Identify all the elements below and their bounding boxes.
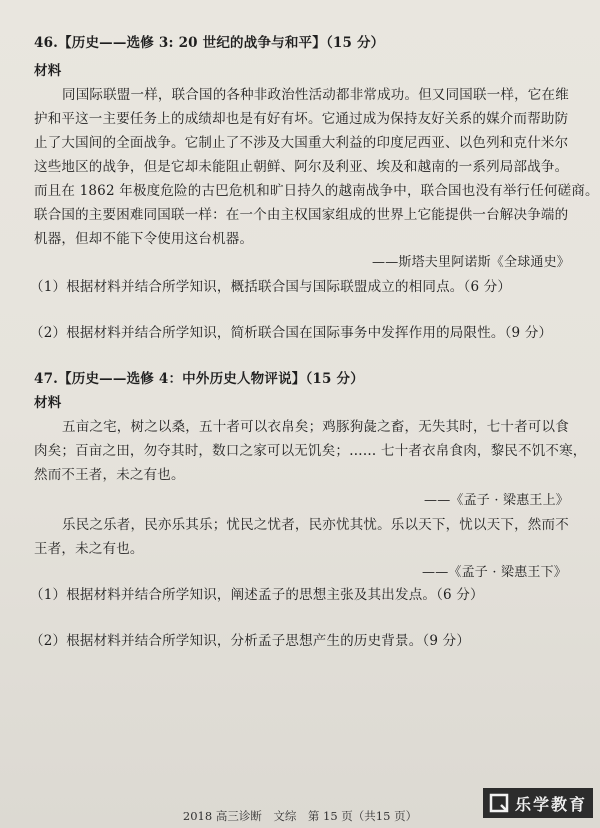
q47-subquestion-2: （2）根据材料并结合所学知识，分析孟子思想产生的历史背景。（9 分） [30, 633, 471, 649]
q47-paragraph-line: 肉矣；百亩之田，勿夺其时，数口之家可以无饥矣；…… 七十者衣帛食肉，黎民不饥不寒， [34, 443, 587, 459]
q46-source: ——斯塔夫里阿诺斯《全球通史》 [372, 255, 571, 270]
q46-header: 46.【历史——选修 3: 20 世纪的战争与和平】（15 分） [34, 35, 385, 51]
q46-paragraph-line: 机器，但却不能下令使用这台机器。 [34, 231, 254, 247]
q46-material-label: 材料 [34, 63, 62, 79]
q47-paragraph-line: 然而不王者，未之有也。 [34, 467, 185, 483]
watermark-logo [483, 788, 593, 818]
q46-paragraph-line: 同国际联盟一样，联合国的各种非政治性活动都非常成功。但又同国联一样，它在维 [62, 87, 569, 103]
q46-paragraph-line: 护和平这一主要任务上的成绩却也是有好有坏。它通过成为保持友好关系的媒介而帮助防 [34, 111, 569, 127]
q47-header: 47.【历史——选修 4：中外历史人物评说】（15 分） [34, 371, 364, 387]
q47-material-label: 材料 [34, 395, 62, 411]
q47-source-2: ——《孟子 · 梁惠王下》 [422, 565, 567, 580]
q46-paragraph-line: 这些地区的战争，但是它却未能阻止朝鲜、阿尔及利亚、埃及和越南的一系列局部战争。 [34, 159, 569, 175]
q47-paragraph-line: 乐民之乐者，民亦乐其乐；忧民之忧者，民亦忧其忧。乐以天下，忧以天下，然而不 [62, 517, 569, 533]
q46-paragraph-line: 联合国的主要困难同国联一样：在一个由主权国家组成的世界上它能提供一台解决争端的 [34, 207, 569, 223]
q47-paragraph-line: 王者，未之有也。 [34, 541, 144, 557]
q46-paragraph-line: 止了大国间的全面战争。它制止了不涉及大国重大利益的印度尼西亚、以色列和克什米尔 [34, 135, 569, 151]
q47-paragraph-line: 五亩之宅，树之以桑，五十者可以衣帛矣；鸡豚狗彘之畜，无失其时，七十者可以食 [62, 419, 569, 435]
watermark-text: 乐学教育 [515, 794, 588, 814]
q47-subquestion-1: （1）根据材料并结合所学知识，阐述孟子的思想主张及其出发点。（6 分） [30, 587, 484, 603]
q47-source-1: ——《孟子 · 梁惠王上》 [424, 493, 569, 508]
logo-icon [489, 793, 509, 813]
q46-paragraph-line: 而且在 1862 年极度危险的古巴危机和旷日持久的越南战争中，联合国也没有举行任何磋商。 [34, 183, 599, 199]
q46-subquestion-2: （2）根据材料并结合所学知识，简析联合国在国际事务中发挥作用的局限性。（9 分） [30, 325, 553, 341]
q46-subquestion-1: （1）根据材料并结合所学知识，概括联合国与国际联盟成立的相同点。（6 分） [30, 279, 512, 295]
page-footer: 2018 高三诊断 文综 第 15 页（共15 页） [182, 809, 418, 823]
